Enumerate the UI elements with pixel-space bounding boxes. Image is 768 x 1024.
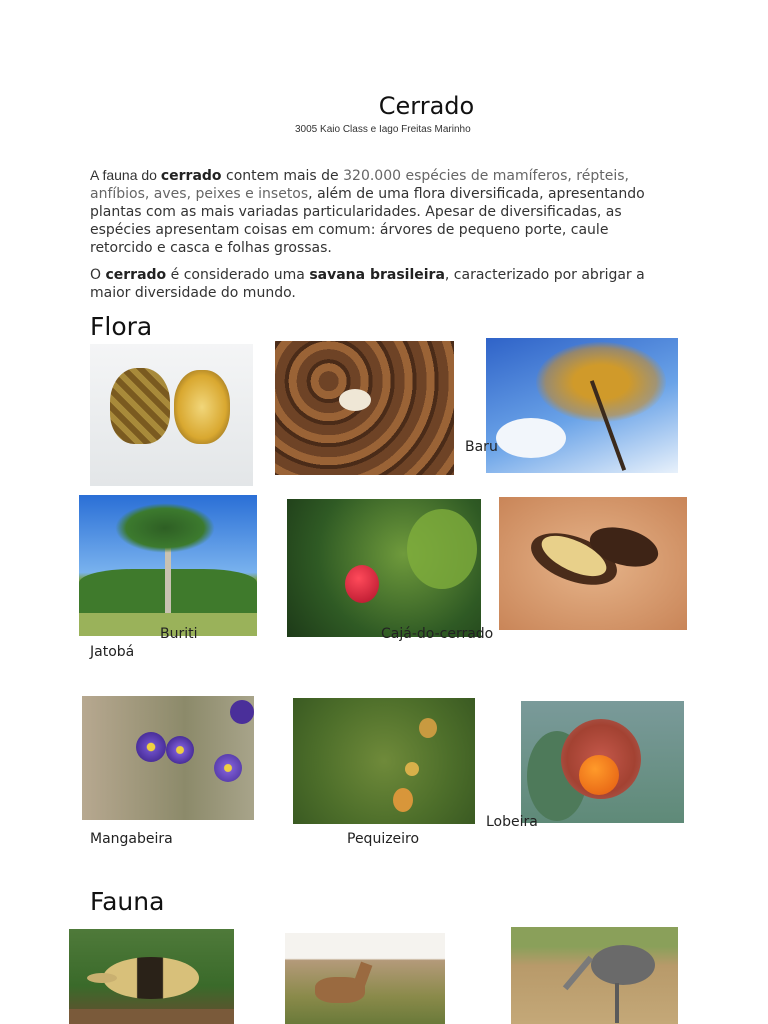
p2-bold-savana: savana brasileira [309, 267, 445, 283]
p1-species-count: 320.000 espécies de mamíferos, répteis, anfíbios, aves, peixes e insetos [90, 168, 629, 202]
buriti-palm-photo-icon [79, 495, 257, 636]
p1-bold-cerrado: cerrado [160, 168, 222, 184]
caption-pequizeiro: Pequizeiro [347, 831, 420, 847]
savana-paragraph [90, 266, 675, 302]
p2-text-e: , caracterizado por abrigar a maior diversidade do mundo. [90, 267, 645, 301]
page-title: Cerrado [378, 92, 475, 120]
p1-text-a: A fauna do [90, 167, 161, 183]
caption-baru: Baru [465, 439, 498, 455]
ipe-tree-sky-photo-icon [486, 338, 678, 473]
rhea-photo-icon [511, 927, 678, 1024]
flora-heading: Flora [90, 312, 153, 341]
purple-flowers-photo-icon [82, 696, 254, 820]
p1-text-e: , além de uma flora diversificada, apresentando plantas com as mais variadas particularidades. Apesar de diversificadas, as espécies apresentam coisas em comum: árvores de pequeno porte, caule retorcido e casca e folhas grossas. [90, 186, 645, 256]
fauna-heading: Fauna [90, 887, 165, 916]
jatoba-pods-photo-icon [499, 497, 687, 630]
deer-photo-icon [285, 933, 445, 1024]
caption-lobeira: Lobeira [486, 814, 538, 830]
intro-paragraph [90, 166, 675, 257]
pequi-tree-photo-icon [293, 698, 475, 824]
anteater-photo-icon [69, 929, 234, 1024]
caption-caja: Cajá-do-cerrado [381, 626, 494, 642]
p2-text-c: é considerado uma [166, 267, 310, 283]
caption-buriti: Buriti [160, 626, 198, 642]
araticum-photo-icon [90, 344, 253, 486]
p1-text-c: contem mais de [221, 168, 344, 184]
caption-mangabeira: Mangabeira [90, 831, 173, 847]
p2-text-a: O [90, 267, 106, 283]
authors-subtitle: 3005 Kaio Class e Iago Freitas Marinho [295, 124, 471, 135]
baru-nuts-photo-icon [275, 341, 454, 475]
caption-jatoba: Jatobá [90, 644, 135, 660]
p2-bold-cerrado: cerrado [105, 267, 167, 283]
caja-fruit-photo-icon [287, 499, 481, 637]
lobeira-fruit-photo-icon [521, 701, 684, 823]
